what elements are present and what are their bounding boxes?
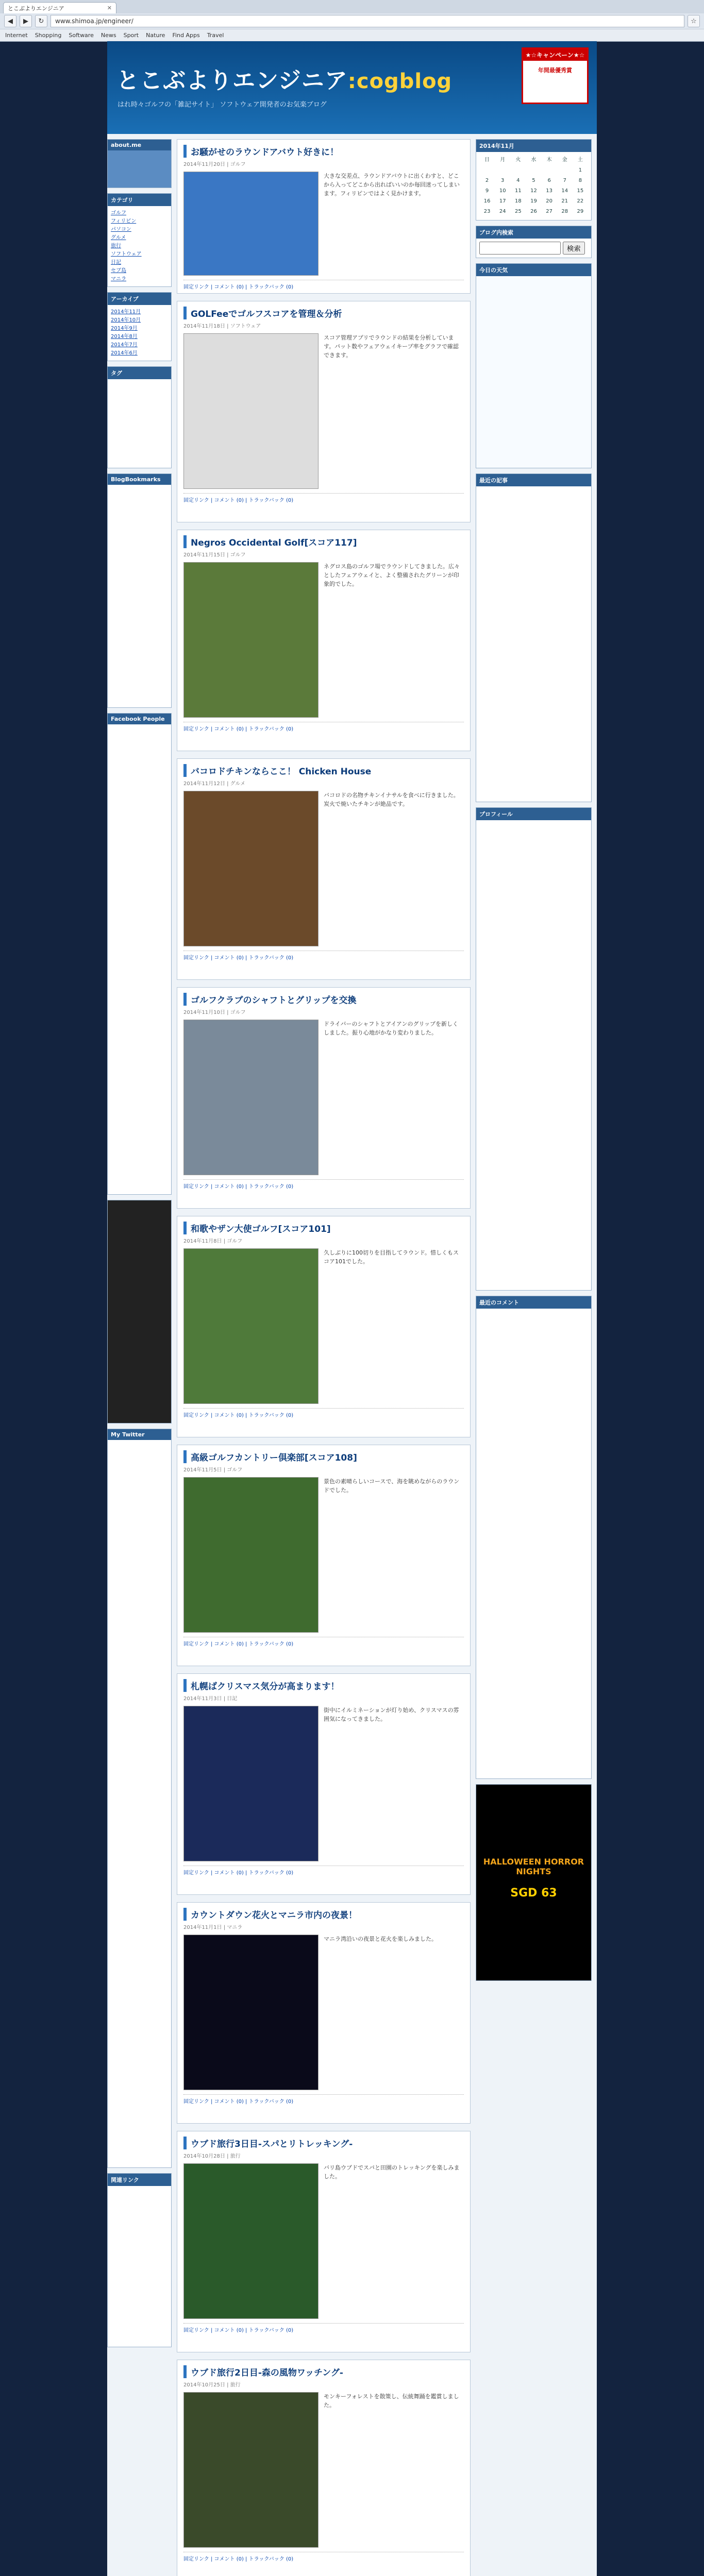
- post-text: ネグロス島のゴルフ場でラウンドしてきました。広々としたフェアウェイと、よく整備されたグリーンが印象的でした。: [324, 563, 460, 587]
- tab-title: とこぶよりエンジニア: [8, 5, 64, 12]
- profile-title: プロフィール: [476, 808, 591, 820]
- post-photo[interactable]: [183, 172, 319, 276]
- weekday-label: 月: [500, 157, 506, 163]
- calendar-day[interactable]: 29: [577, 209, 584, 214]
- recent-title: 最近の記事: [476, 474, 591, 486]
- address-bar: [0, 13, 704, 29]
- archive-link[interactable]: 2014年10月: [111, 317, 141, 323]
- calendar-day[interactable]: 26: [530, 209, 537, 214]
- post-meta: 2014年10月28日 | 旅行: [183, 2154, 241, 2159]
- post-footer[interactable]: 固定リンク | コメント (0) | トラックバック (0): [183, 1866, 464, 1876]
- calendar-day[interactable]: 20: [546, 198, 552, 204]
- calendar-day[interactable]: 5: [532, 178, 535, 183]
- links-box: [107, 2173, 172, 2347]
- category-link[interactable]: セブ島: [111, 268, 126, 274]
- calendar-day[interactable]: 2: [485, 178, 489, 183]
- post-meta: 2014年11月3日 | 日記: [183, 1696, 238, 1702]
- post-photo[interactable]: [183, 1935, 319, 2090]
- bookmark-list: [108, 485, 171, 707]
- post-text: 久しぶりに100切りを目指してラウンド。惜しくもスコア101でした。: [324, 1249, 459, 1265]
- post-text: 景色の素晴らしいコースで、海を眺めながらのラウンドでした。: [324, 1478, 460, 1494]
- calendar-day[interactable]: 16: [483, 198, 491, 204]
- post-photo[interactable]: [183, 791, 319, 946]
- calendar-box: [476, 139, 592, 221]
- calendar-day[interactable]: 14: [561, 188, 568, 194]
- category-link[interactable]: 日記: [111, 260, 121, 265]
- calendar-title: 2014年11月: [476, 140, 591, 152]
- reload-icon[interactable]: ↻: [35, 15, 47, 27]
- post-footer[interactable]: 固定リンク | コメント (0) | トラックバック (0): [183, 1408, 464, 1418]
- post-title[interactable]: ウブド旅行3日目-スパとリトレッキング-: [183, 2137, 464, 2149]
- main-column: [177, 139, 471, 2576]
- browser-chrome: [0, 0, 704, 42]
- calendar-day[interactable]: 3: [501, 178, 505, 183]
- bookmark-item[interactable]: News: [100, 31, 116, 39]
- archive-list: [108, 305, 171, 361]
- bookmark-item[interactable]: Internet: [5, 31, 28, 39]
- calendar-day[interactable]: 22: [577, 198, 584, 204]
- calendar-day[interactable]: 18: [514, 198, 522, 204]
- post-meta: 2014年11月18日 | ソフトウェア: [183, 324, 261, 329]
- calendar-day[interactable]: 23: [483, 209, 491, 214]
- tags-title: タグ: [108, 367, 171, 379]
- facebook-people: [108, 724, 171, 1194]
- blog-post: [177, 1902, 471, 2124]
- post-footer[interactable]: 固定リンク | コメント (0) | トラックバック (0): [183, 1637, 464, 1647]
- links-title: 関連リンク: [108, 2174, 171, 2186]
- ad-price: SGD 63: [510, 1887, 557, 1900]
- post-footer[interactable]: 固定リンク | コメント (0) | トラックバック (0): [183, 2094, 464, 2105]
- post-photo[interactable]: [183, 1020, 319, 1175]
- blog-post: [177, 1445, 471, 1666]
- post-text: マニラ湾沿いの夜景と花火を楽しみました。: [324, 1936, 437, 1942]
- weather-box: [476, 263, 592, 468]
- post-title[interactable]: GOLFeeでゴルフスコアを管理＆分析: [183, 307, 464, 319]
- post-meta: 2014年11月20日 | ゴルフ: [183, 162, 246, 167]
- post-title[interactable]: お騒がせのラウンドアバウト好きに！: [183, 145, 464, 158]
- star-icon[interactable]: ☆: [688, 15, 700, 27]
- post-footer[interactable]: 固定リンク | コメント (0) | トラックバック (0): [183, 2323, 464, 2333]
- badge-text: 年間最優秀賞: [538, 67, 572, 74]
- post-meta: 2014年11月1日 | マニラ: [183, 1925, 243, 1930]
- forward-icon[interactable]: ▶: [20, 15, 32, 27]
- archive-link[interactable]: 2014年6月: [111, 350, 138, 356]
- site-header: [107, 41, 597, 134]
- calendar-day[interactable]: 21: [561, 198, 568, 204]
- calendar-day[interactable]: 6: [547, 178, 551, 183]
- category-link[interactable]: マニラ: [111, 276, 126, 282]
- post-photo[interactable]: [183, 2163, 319, 2319]
- badge-top: ★☆キャンペーン★☆: [523, 49, 587, 61]
- category-box: [107, 193, 172, 287]
- calendar-day[interactable]: 17: [499, 198, 506, 204]
- post-title[interactable]: バコロドチキンならここ！ Chicken House: [183, 764, 464, 777]
- twitter-feed: [108, 1440, 171, 2167]
- post-meta: 2014年11月8日 | ゴルフ: [183, 1239, 243, 1244]
- post-meta: 2014年11月15日 | ゴルフ: [183, 552, 246, 558]
- post-footer[interactable]: 固定リンク | コメント (0) | トラックバック (0): [183, 493, 464, 503]
- about-box[interactable]: [107, 139, 172, 188]
- browser-tab[interactable]: [3, 2, 116, 13]
- calendar-day[interactable]: 10: [499, 188, 506, 194]
- tab-bar: [0, 0, 704, 13]
- blog-post: [177, 987, 471, 1209]
- ad-title: HALLOWEEN HORROR NIGHTS: [483, 1857, 584, 1876]
- post-text: バコロドの名物チキンイナサルを食べに行きました。炭火で焼いたチキンが絶品です。: [324, 792, 459, 807]
- archive-link[interactable]: 2014年11月: [111, 309, 141, 315]
- dark-photo-box: [107, 1200, 172, 1423]
- post-text: バリ島ウブドでスパと田園のトレッキングを楽しみました。: [324, 2164, 460, 2180]
- blog-post: [177, 1216, 471, 1437]
- calendar-day[interactable]: 13: [546, 188, 552, 194]
- post-title[interactable]: カウントダウン花火とマニラ市内の夜景！: [183, 1908, 464, 1921]
- category-link[interactable]: ゴルフ: [111, 210, 126, 216]
- post-meta: 2014年11月10日 | ゴルフ: [183, 1010, 246, 1015]
- twitter-box: [107, 1429, 172, 2168]
- category-title: カテゴリ: [108, 194, 171, 206]
- post-text: スコア管理アプリでラウンドの結果を分析しています。パット数やフェアウェイキープ率をグラフで確認できます。: [324, 334, 459, 359]
- calendar-day[interactable]: 12: [530, 188, 537, 194]
- archive-box: [107, 292, 172, 361]
- weekday-label: 日: [484, 157, 490, 163]
- blog-post: [177, 139, 471, 294]
- post-footer[interactable]: 固定リンク | コメント (0) | トラックバック (0): [183, 280, 464, 290]
- blog-post: [177, 301, 471, 522]
- calendar-day[interactable]: 15: [577, 188, 584, 194]
- weekday-label: 土: [577, 157, 583, 163]
- post-footer[interactable]: 固定リンク | コメント (0) | トラックバック (0): [183, 722, 464, 732]
- weather-title: 今日の天気: [476, 264, 591, 276]
- profile-box: [476, 807, 592, 1291]
- post-title[interactable]: ウブド旅行2日目-森の風物ワッチング-: [183, 2365, 464, 2378]
- category-list: [108, 206, 171, 286]
- tagline: はれ時々ゴルフの「雑記サイト」 ソフトウェア開発者のお気楽ブログ: [118, 101, 327, 109]
- facebook-title: Facebook People: [108, 714, 171, 724]
- post-text: モンキーフォレストを散策し、伝統舞踊を鑑賞しました。: [324, 2393, 459, 2409]
- blog-post: [177, 2131, 471, 2352]
- search-input[interactable]: [479, 242, 561, 255]
- post-photo[interactable]: [183, 333, 319, 489]
- back-icon[interactable]: ◀: [4, 15, 16, 27]
- archive-title: アーカイブ: [108, 293, 171, 305]
- post-footer[interactable]: 固定リンク | コメント (0) | トラックバック (0): [183, 2552, 464, 2562]
- category-link[interactable]: ソフトウェア: [111, 251, 142, 257]
- search-button[interactable]: 検索: [563, 242, 585, 255]
- facebook-box: [107, 713, 172, 1195]
- bookmark-item[interactable]: Nature: [146, 31, 165, 39]
- archive-link[interactable]: 2014年8月: [111, 334, 138, 340]
- post-text: 大きな交差点、ラウンドアバウトに出くわすと、どこから入ってどこから出ればいいのか毎回迷ってしまいます。フィリピンではよく見かけます。: [324, 173, 460, 197]
- archive-link[interactable]: 2014年7月: [111, 342, 138, 348]
- right-sidebar: [476, 139, 592, 1986]
- blog-post: [177, 1673, 471, 1895]
- logo-main: とこぶよりエンジニア: [116, 67, 348, 94]
- post-photo[interactable]: [183, 1477, 319, 1633]
- archive-link[interactable]: 2014年9月: [111, 326, 138, 331]
- about-image: [108, 150, 171, 188]
- search-title: ブログ内検索: [476, 226, 591, 239]
- post-title[interactable]: 和歌やザン大使ゴルフ[スコア101]: [183, 1222, 464, 1234]
- comments-title: 最近のコメント: [476, 1296, 591, 1309]
- calendar-day[interactable]: 19: [530, 198, 537, 204]
- post-title[interactable]: 札幌ばクリスマス気分が高まります！: [183, 1679, 464, 1692]
- post-title[interactable]: Negros Occidental Golf[スコア117]: [183, 535, 464, 548]
- site-logo[interactable]: [116, 62, 452, 95]
- blog-post: [177, 758, 471, 980]
- post-title[interactable]: 高級ゴルフカントリー倶楽部[スコア108]: [183, 1450, 464, 1463]
- category-link[interactable]: パソコン: [111, 227, 131, 232]
- post-footer[interactable]: 固定リンク | コメント (0) | トラックバック (0): [183, 1179, 464, 1190]
- bookmark-item[interactable]: Sport: [123, 31, 139, 39]
- recent-list: [476, 486, 591, 802]
- post-text: ドライバーのシャフトとアイアンのグリップを新しくしました。振り心地がかなり変わりました。: [324, 1021, 459, 1036]
- ad-banner[interactable]: [476, 1784, 592, 1981]
- bookmark-item[interactable]: Travel: [207, 31, 224, 39]
- comment-list: [476, 1309, 591, 1778]
- left-sidebar: [107, 139, 172, 2352]
- bookmarks-box: [107, 473, 172, 708]
- category-link[interactable]: グルメ: [111, 235, 126, 241]
- blog-post: [177, 530, 471, 751]
- calendar-day[interactable]: 1: [578, 167, 582, 173]
- calendar-day[interactable]: 7: [563, 178, 566, 183]
- bookmark-item[interactable]: Find Apps: [172, 31, 200, 39]
- profile-list: [476, 820, 591, 1290]
- recent-box: [476, 473, 592, 802]
- post-photo[interactable]: [183, 1248, 319, 1404]
- search-box: [476, 226, 592, 258]
- weekday-label: 水: [531, 157, 537, 163]
- calendar-day[interactable]: 9: [485, 188, 489, 194]
- post-meta: 2014年11月5日 | ゴルフ: [183, 1467, 243, 1473]
- weather-map: [476, 276, 591, 468]
- category-link[interactable]: フィリピン: [111, 218, 137, 224]
- post-meta: 2014年10月25日 | 旅行: [183, 2382, 241, 2388]
- page: [107, 41, 597, 2576]
- calendar-day[interactable]: 24: [499, 209, 506, 214]
- blog-post: [177, 2360, 471, 2576]
- comments-box: [476, 1296, 592, 1779]
- tags-box: [107, 366, 172, 468]
- post-meta: 2014年11月12日 | グルメ: [183, 781, 246, 787]
- tag-cloud: [108, 379, 171, 468]
- post-text: 街中にイルミネーションが灯り始め、クリスマスの雰囲気になってきました。: [324, 1707, 459, 1722]
- weekday-label: 金: [562, 157, 567, 163]
- calendar: [479, 155, 588, 217]
- bookmark-item[interactable]: Software: [69, 31, 94, 39]
- calendar-day[interactable]: 4: [516, 178, 520, 183]
- twitter-title: My Twitter: [108, 1429, 171, 1440]
- calendar-day[interactable]: 27: [546, 209, 552, 214]
- calendar-day[interactable]: 28: [561, 209, 568, 214]
- close-icon[interactable]: ✕: [107, 5, 112, 11]
- weekday-label: 木: [546, 157, 552, 163]
- weekday-label: 火: [515, 157, 521, 163]
- calendar-day[interactable]: 11: [514, 188, 522, 194]
- about-title: about.me: [108, 140, 171, 150]
- url-input[interactable]: www.shimoa.jp/engineer/: [51, 15, 684, 27]
- post-photo[interactable]: [183, 1706, 319, 1861]
- post-title[interactable]: ゴルフクラブのシャフトとグリップを交換: [183, 993, 464, 1006]
- link-badges: [108, 2186, 171, 2347]
- category-link[interactable]: 旅行: [111, 243, 121, 249]
- calendar-day[interactable]: 25: [514, 209, 522, 214]
- header-badge[interactable]: [522, 47, 589, 104]
- bookmark-item[interactable]: Shopping: [35, 31, 62, 39]
- bookmarks-title: BlogBookmarks: [108, 474, 171, 485]
- logo-sub: :cogblog: [347, 70, 452, 93]
- post-photo[interactable]: [183, 2392, 319, 2548]
- post-footer[interactable]: 固定リンク | コメント (0) | トラックバック (0): [183, 951, 464, 961]
- post-photo[interactable]: [183, 562, 319, 718]
- calendar-day[interactable]: 8: [578, 178, 582, 183]
- bookmarks-bar: [0, 29, 704, 41]
- photo-strip: [108, 1200, 171, 1423]
